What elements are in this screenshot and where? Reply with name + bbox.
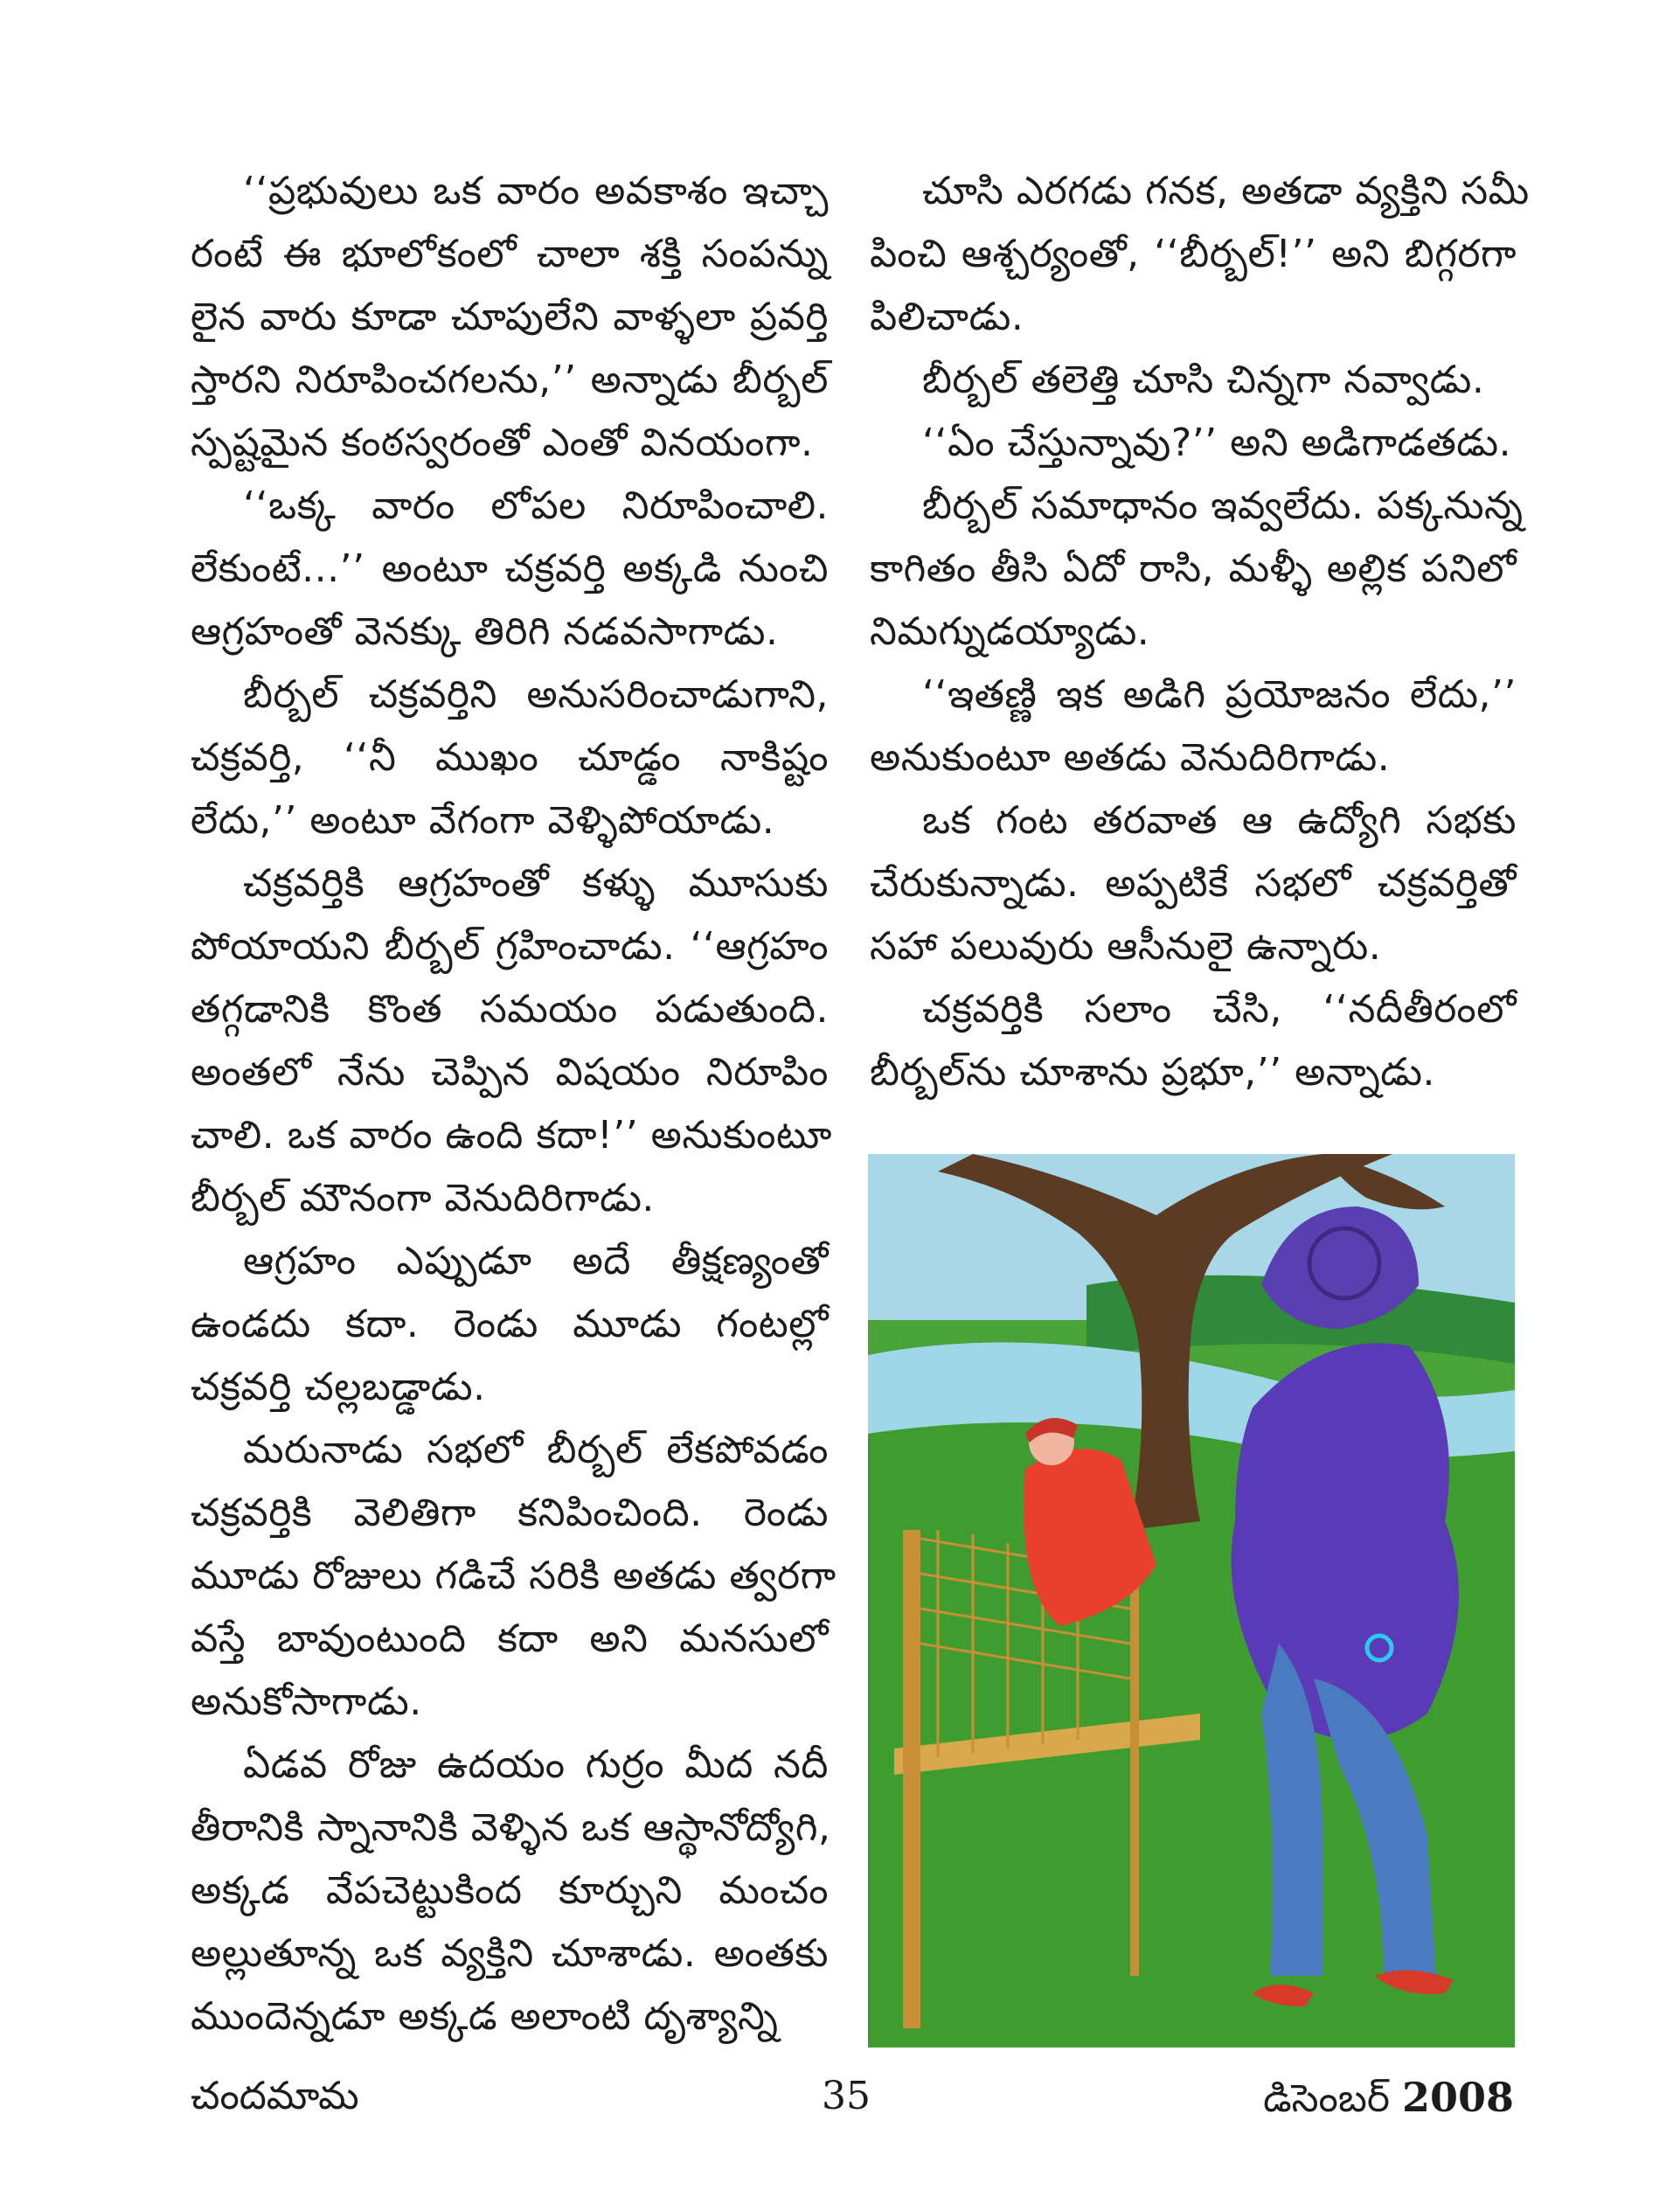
issue-date — [1263, 2074, 1514, 2131]
text-line: లేదు,’’ అంటూ వేగంగా వెళ్ళిపోయాడు. — [191, 798, 775, 843]
text-line: చేరుకున్నాడు. అప్పటికే సభలో చక్రవర్తితో — [870, 861, 1517, 906]
text-line: ఆగ్రహంతో వెనక్కు తిరిగి నడవసాగాడు. — [191, 609, 779, 654]
text-line: మరునాడు సభలో బీర్బల్ లేకపోవడం — [243, 1428, 829, 1472]
text-line: అల్లుతూన్న ఒక వ్యక్తిని చూశాడు. అంతకు — [191, 1931, 829, 1976]
text-line: చక్రవర్తి చల్లబడ్డాడు. — [191, 1365, 486, 1409]
text-line: ‘‘ప్రభువులు ఒక వారం అవకాశం ఇచ్చా — [243, 169, 829, 213]
text-line: వస్తే బావుంటుంది కదా అని మనసులో — [191, 1616, 829, 1661]
text-line: బీర్బల్ సమాధానం ఇవ్వలేదు. పక్కనున్న — [922, 483, 1524, 528]
text-line: చూసి ఎరగడు గనక, అతడా వ్యక్తిని సమీ — [922, 169, 1530, 213]
text-line: తగ్గడానికి కొంత సమయం పడుతుంది. — [191, 987, 829, 1032]
text-line: ముందెన్నడూ అక్కడ అలాంటి దృశ్యాన్ని — [191, 1994, 779, 2039]
text-line: పిలిచాడు. — [870, 295, 1024, 339]
text-line: లేకుంటే...’’ అంటూ చక్రవర్తి అక్కడి నుంచి — [191, 546, 829, 591]
paragraph — [191, 852, 832, 1230]
issue-month: డిసెంబర్ — [1263, 2076, 1390, 2121]
text-line: స్పష్టమైన కంఠస్వరంతో ఎంతో వినయంగా. — [191, 421, 814, 465]
paragraph — [870, 978, 1517, 1104]
text-line: బీర్బల్‌ను చూశాను ప్రభూ,’’ అన్నాడు. — [870, 1050, 1435, 1095]
text-line: చక్రవర్తికి సలాం చేసి, ‘‘నదీతీరంలో — [922, 987, 1517, 1032]
paragraph — [870, 349, 1517, 412]
paragraph — [191, 664, 829, 852]
magazine-name: చందమామ — [191, 2074, 359, 2118]
paragraph — [870, 412, 1517, 475]
text-line: అనుకోసాగాడు. — [191, 1679, 422, 1724]
text-line: ఒక గంట తరవాత ఆ ఉద్యోగి సభకు — [922, 798, 1517, 843]
right-text-column — [870, 160, 1530, 1104]
text-line: బీర్బల్ మౌనంగా వెనుదిరిగాడు. — [191, 1176, 655, 1220]
text-line: పించి ఆశ్చర్యంతో, ‘‘బీర్బల్!’’ అని బిగ్గరగా — [870, 232, 1517, 276]
text-line: లైన వారు కూడా చూపులేని వాళ్ళలా ప్రవర్తి — [191, 295, 829, 339]
text-line: ‘‘ఒక్క వారం లోపల నిరూపించాలి. — [243, 483, 829, 528]
text-line: స్తారని నిరూపించగలను,’’ అన్నాడు బీర్బల్ — [191, 358, 829, 402]
text-line: అంతలో నేను చెప్పిన విషయం నిరూపిం — [191, 1050, 829, 1095]
text-line: మూడు రోజులు గడిచే సరికి అతడు త్వరగా — [191, 1554, 837, 1598]
text-line: ‘‘ఏం చేస్తున్నావు?’’ అని అడిగాడతడు. — [922, 421, 1512, 465]
paragraph — [870, 160, 1530, 349]
paragraph — [191, 160, 829, 475]
text-line: చక్రవర్తికి ఆగ్రహంతో కళ్ళు మూసుకు — [243, 861, 829, 906]
text-line: ఉండదు కదా. రెండు మూడు గంటల్లో — [191, 1302, 829, 1346]
text-line: చక్రవర్తికి వెలితిగా కనిపించింది. రెండు — [191, 1491, 829, 1535]
paragraph — [191, 1734, 829, 2048]
text-line: అనుకుంటూ అతడు వెనుదిరిగాడు. — [870, 735, 1391, 780]
text-line: బీర్బల్ చక్రవర్తిని అనుసరించాడుగాని, — [243, 672, 829, 717]
text-line: ఆగ్రహం ఎప్పుడూ అదే తీక్షణ్యంతో — [243, 1239, 829, 1283]
text-line: చాలి. ఒక వారం ఉంది కదా!’’ అనుకుంటూ — [191, 1113, 832, 1158]
text-line: అక్కడ వేపచెట్టుకింద కూర్చుని మంచం — [191, 1868, 829, 1913]
issue-year: 2008 — [1401, 2074, 1514, 2121]
text-line: ఏడవ రోజు ఉదయం గుర్రం మీద నదీ — [243, 1742, 829, 1787]
paragraph — [191, 1230, 829, 1419]
paragraph — [870, 664, 1517, 789]
story-illustration — [868, 1154, 1515, 2048]
page-number: 35 — [822, 2074, 871, 2118]
text-line: కాగితం తీసి ఏదో రాసి, మళ్ళీ అల్లిక పనిలో — [870, 546, 1517, 591]
text-line: రంటే ఈ భూలోకంలో చాలా శక్తి సంపన్ను — [191, 232, 829, 276]
text-line: చక్రవర్తి, ‘‘నీ ముఖం చూడ్డం నాకిష్టం — [191, 735, 829, 780]
text-line: నిమగ్నుడయ్యాడు. — [870, 609, 1150, 654]
paragraph — [870, 475, 1524, 664]
paragraph — [191, 475, 829, 664]
text-line: పోయాయని బీర్బల్ గ్రహించాడు. ‘‘ఆగ్రహం — [191, 924, 829, 969]
text-line: బీర్బల్ తలెత్తి చూసి చిన్నగా నవ్వాడు. — [922, 358, 1485, 402]
paragraph — [191, 1419, 837, 1734]
paragraph — [870, 789, 1517, 978]
left-text-column — [191, 160, 837, 2048]
text-line: సహా పలువురు ఆసీనులై ఉన్నారు. — [870, 924, 1382, 969]
text-line: ‘‘ఇతణ్ణి ఇక అడిగి ప్రయోజనం లేదు,’’ — [922, 672, 1517, 717]
text-line: తీరానికి స్నానానికి వెళ్ళిన ఒక ఆస్థానోద్యోగి, — [191, 1805, 831, 1850]
